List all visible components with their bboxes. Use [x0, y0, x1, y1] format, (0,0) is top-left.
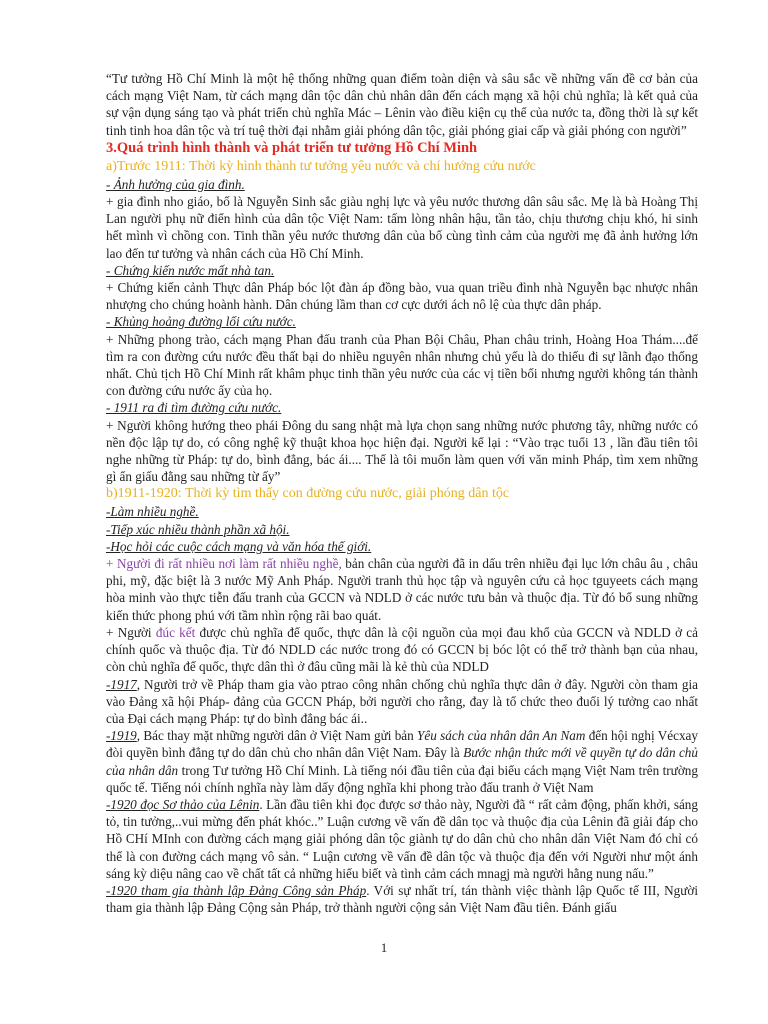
text-1920-party: . Với sự nhất trí, tán thành việc thành lập Quốc tế III, Người tham gia thành lập Đảng Cộng sản Pháp, trở thành người cộng sản Việt Nam đầu tiên. Đánh giấu [106, 882, 698, 916]
topic-contact: -Tiếp xúc nhiều thành phần xã hội. [106, 521, 290, 537]
subsection-b-heading: b)1911-1920: Thời kỳ tìm thấy con đường cứu nước, giải phóng dân tộc [106, 486, 510, 502]
para-1919 [106, 727, 698, 796]
topic-family: - Ảnh hưởng của gia đình. [106, 176, 245, 192]
section-heading: 3.Quá trình hình thành và phát triển tư tưởng Hồ Chí Minh [106, 139, 478, 156]
topic-1911: - 1911 ra đi tìm đường cứu nước. [106, 400, 282, 416]
para-1920-party [106, 882, 698, 916]
subsection-a-heading: a)Trước 1911: Thời kỳ hình thành tư tưởng yêu nước và chí hướng cứu nước [106, 158, 536, 174]
year-1919: -1919 [106, 728, 137, 744]
para-witness: + Chứng kiến cảnh Thực dân Pháp bóc lột đàn áp đồng bào, vua quan triều đình nhà Nguyễn bạc nhược nhân nhượng cho chúng hoành hành. Dân chúng lầm than cơ cực dưới ách nô lệ của thực dân pháp. [106, 280, 698, 313]
para-1911: + Người không hướng theo phái Đông du sang nhật mà lựa chọn sang những nước phương tây, những nước có nền độc lập tự do, có công nghệ kỹ thuật khoa học hiện đại. Người kể lại : “Vào trạc tuổi 13 , lần đầu tiên tôi nghe những từ Pháp: tự do, bình đẳng, bác ái.... Thế là tôi muốn làm quen với văn minh Pháp, tìm xem những gì ẩn giấu đằng sau những từ ấy” [106, 417, 698, 485]
conclusion-lead: + Người [106, 624, 156, 640]
year-1920-lenin: -1920 đọc Sơ thảo của Lênin [106, 796, 260, 812]
topic-witness: - Chứng kiến nước mất nhà tan. [106, 262, 275, 278]
text-1920-lenin: . Lần đầu tiên khi đọc được sơ thảo này, Người đã “ rất cảm động, phấn khởi, sáng tỏ, tin tưởng,..vui mừng đến phát khóc..” Luận cương về vấn đề dân tọc và thuộc địa của Lênin đã giải đáp cho Hồ CHí MInh con đường cách mạng giải phóng dân tộc giành tự do dân chủ cho nhân dân Việt Nam đó chỉ có thể là con đường cách mạng vô sản. “ Luận cương về vấn đề dân tộc và thuộc địa đến với Người như một ánh sáng kỳ diệu nâng cao về chất tất cả những hiểu biết và tình cảm cách mnagj mà người hằng nung nấu.” [106, 796, 698, 881]
highlight-travel: + Người đi rất nhiều nơi làm rất nhiều nghề, [106, 556, 342, 572]
conclusion-text: được chủ nghĩa đế quốc, thực dân là cội nguồn của mọi đau khổ của GCCN và NDLD ở cả chính quốc và thuộc địa. Từ đó NDLD các nước trong đó có GCCN bị bóc lột có thể trở thành bạn của nhau, còn chủ nghĩa đế quốc, thực dân thì ở đâu cũng mãi là kẻ thù của NDLD [106, 624, 699, 675]
para-family: + gia đình nho giáo, bố là Nguyễn Sinh sắc giàu nghị lực và yêu nước thương dân sâu sắc. Mẹ là bà Hoàng Thị Lan người phụ nữ điển hình của dân tộc Việt Nam: tấm lòng nhân hậu, tần tảo, chịu thương chịu khó, hi sinh hết mình vì chồng con. Tinh thần yêu nước thương dân của bố cùng tình cảm của người mẹ đã ảnh hưởng lớn lao đến tư tưởng và nhân cách của Hồ Chí Minh. [106, 194, 698, 261]
para-travel [106, 555, 698, 624]
new-awareness: Bước nhận thức mới về quyền tự do dân chủ của nhân dân [106, 745, 698, 778]
year-1920-party: -1920 tham gia thành lập Đảng Công sản Pháp [106, 882, 367, 898]
para-crisis: + Những phong trào, cách mạng Phan đấu tranh của Phan Bội Châu, Phan châu trinh, Hoàng Hoa Thám....để tìm ra con đường cứu nước đều thất bại do nhiều nguyên nhân nhưng chủ yếu là do thiếu đi sự lãnh đạo thống nhất. Chủ tịch Hồ Chí Minh rất khâm phục tinh thần yêu nước của các vị tiền bối nhưng người không tán thành con đường cứu nước ấy của họ. [106, 331, 698, 399]
text-1917: , Người trở về Pháp tham gia vào ptrao công nhân chống chủ nghĩa thực dân ở đây. Người còn tham gia vào Đảng xã hội Pháp- đảng của GCCN Pháp, bởi người cho rằng, đay là tổ chức theo đuổi lý tưởng cao nhất của Đại cách mạng Pháp: tự do bình đẳng bác ái.. [106, 676, 698, 726]
topic-learning: -Học hỏi các cuộc cách mạng và văn hóa thế giới. [106, 538, 372, 554]
intro-quote: “Tư tưởng Hồ Chí Minh là một hệ thống những quan điểm toàn diện và sâu sắc về những vấn đề cơ bản của cách mạng Việt Nam, từ cách mạng dân tộc dân chủ nhân dân đến cách mạng xã hội chủ nghĩa; là kết quả của sự vận dụng sáng tạo và phát triển chủ nghĩa Mác – Lênin vào điều kiện cụ thể của nước ta, đồng thời là sự kết tinh tinh hoa dân tộc và trí tuệ thời đại nhằm giải phóng dân tộc, giải phóng giai cấp và giải phóng con người” [106, 71, 698, 138]
page-number: 1 [380, 940, 388, 955]
topic-jobs: -Làm nhiều nghề. [106, 504, 199, 520]
para-1920-lenin [106, 796, 698, 882]
text-1919-c: trong Tư tưởng Hồ Chí Minh. Là tiếng nói đầu tiên của đại biểu cách mạng Việt Nam trên trường quốc tế. Tiếng nói chính nghĩa này làm dấy động nghĩa khi phong trào đấu tranh ở Việt Nam [106, 762, 698, 795]
text-1919-a: , Bác thay mặt những người dân ở Việt Nam gửi bản [136, 728, 418, 744]
year-1917: -1917 [106, 676, 137, 692]
petition-title: Yêu sách của nhân dân An Nam [417, 728, 586, 744]
document-body [106, 70, 698, 916]
text-1919-b: đến hội nghị Vécxay đòi quyền bình đẳng tự do dân chủ cho nhân dân Việt Nam. Đây là [106, 728, 698, 761]
topic-crisis: - Khủng hoảng đường lối cứu nước. [106, 314, 296, 330]
para-conclusion [106, 624, 698, 676]
highlight-conclusion: đúc kết [155, 624, 196, 640]
travel-text: bản chân của người đã in dấu trên nhiều đại lục lớn châu âu , châu phi, mỹ, đặc biệt là 3 nước Mỹ Anh Pháp. Người tranh thủ học tập và nguyên cứu cả học tguyeets cách mạng hòa minh vào thực tiễn đấu tranh của GCCN và NDLD ở các nước tưu bản và thuộc địa. Từ đó bổ sung những kiến thức phong phú với tầm nhìn rộng rãi bao quát. [106, 556, 698, 623]
para-1917 [106, 676, 698, 728]
